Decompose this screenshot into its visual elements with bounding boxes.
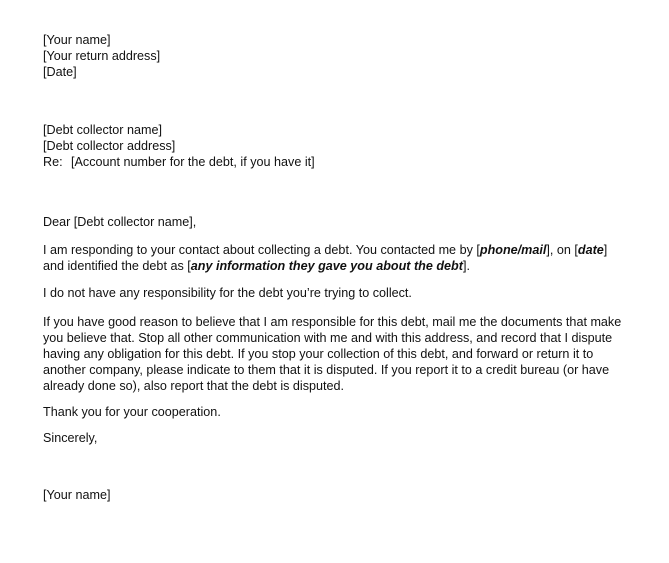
paragraph-dispute-line: already done so), also report that the debt is disputed. [43, 379, 345, 393]
closing-line: Sincerely, [43, 431, 98, 445]
text-run: I am responding to your contact about collecting a debt. You contacted me by [ [43, 243, 480, 257]
reference-label: Re: [43, 155, 63, 169]
placeholder-debt-info: any information they gave you about the debt [190, 259, 463, 273]
paragraph-dispute-line: having any obligation for this debt. If you stop your collection of this debt, and forward or return it to [43, 347, 594, 361]
sender-block [43, 32, 160, 80]
paragraph-dispute-line: you believe that. Stop all other communication with me and with this address, and record that I dispute [43, 331, 613, 345]
paragraph-no-responsibility: I do not have any responsibility for the debt you’re trying to collect. [43, 286, 412, 300]
reference-value: [Account number for the debt, if you have it] [71, 155, 315, 169]
sender-address: [Your return address] [43, 49, 161, 63]
thanks-line: Thank you for your cooperation. [43, 405, 221, 419]
placeholder-contact-date: date [577, 243, 604, 257]
letter-date: [Date] [43, 65, 77, 79]
placeholder-contact-method: phone/mail [479, 243, 547, 257]
reference-line [43, 154, 315, 170]
recipient-block [43, 122, 315, 170]
signature-name: [Your name] [43, 488, 111, 502]
paragraph-contact-line-1 [43, 242, 643, 258]
text-run: and identified the debt as [ [43, 259, 191, 273]
sender-name: [Your name] [43, 33, 111, 47]
text-run: ], on [ [546, 243, 578, 257]
text-run: ]. [462, 259, 470, 273]
text-run: ] [603, 243, 608, 257]
paragraph-dispute-line: If you have good reason to believe that I am responsible for this debt, mail me the documents that make [43, 315, 622, 329]
paragraph-contact [43, 242, 643, 274]
paragraph-dispute-line: another company, please indicate to them that it is disputed. If you report it to a credit bureau (or have [43, 363, 610, 377]
paragraph-dispute [43, 314, 643, 394]
recipient-address: [Debt collector address] [43, 139, 176, 153]
salutation: Dear [Debt collector name], [43, 215, 197, 229]
recipient-name: [Debt collector name] [43, 123, 162, 137]
paragraph-contact-line-2 [43, 258, 643, 274]
